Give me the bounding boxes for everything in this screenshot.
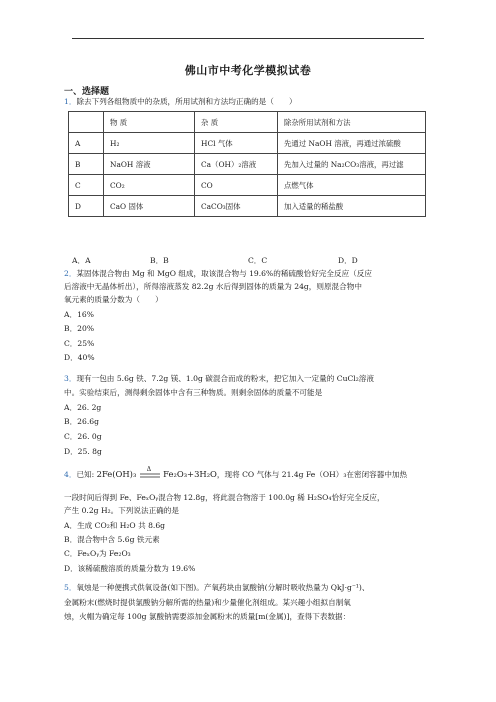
impurity-table xyxy=(68,111,426,217)
table-header-row xyxy=(69,112,426,133)
question-5-line xyxy=(64,582,432,594)
header-rule xyxy=(72,38,424,39)
option-d[interactable]: D．25. 8g xyxy=(64,447,102,456)
question-2-line: 后溶液中无晶体析出），所得溶液蒸发 82.2g 水后得到固体的质量为 24g，则原混合物中 xyxy=(64,282,362,291)
option-b[interactable]: B．20% xyxy=(64,324,95,333)
option-d[interactable]: D．该稀硫酸溶质的质量分数为 19.6% xyxy=(64,564,196,573)
question-4-line xyxy=(64,468,432,481)
question-number: 5． xyxy=(64,583,77,592)
question-number: 3． xyxy=(64,374,77,383)
question-text: 氧烛是一种便携式供氧设备(如下图)。产氧药块由氯酸钠(分解时吸收热量为 QkJ·g⁻¹)、 xyxy=(76,583,370,592)
reaction-arrow xyxy=(139,466,161,480)
table-cell: D xyxy=(69,196,104,217)
question-number: 4． xyxy=(64,470,77,479)
equals-arrow-icon xyxy=(139,472,161,480)
question-4-line: 产生 0.2g H₂。下列说法正确的是 xyxy=(64,506,179,515)
section-heading: 一、选择题 xyxy=(64,87,110,97)
table-header: 杂 质 xyxy=(195,112,278,133)
table-row xyxy=(69,196,426,217)
table-cell: H₂ xyxy=(104,133,195,154)
option-d[interactable]: D．D xyxy=(338,256,358,265)
option-a[interactable]: A．26. 2g xyxy=(64,403,102,412)
table-cell: CO xyxy=(195,175,278,196)
option-d[interactable]: D．40% xyxy=(64,353,95,362)
question-text: 某固体混合物由 Mg 和 MgO 组成，取该混合物与 19.6%的稀硫酸恰好完全反应（反应 xyxy=(76,269,372,278)
question-number: 2． xyxy=(64,269,77,278)
question-5-line: 烛，火帽为确定每 100g 氯酸钠需要添加金属粉末的质量[m(金属)]，查得下表数据： xyxy=(64,612,351,621)
question-4-line: 一段时间后得到 Fe、FeₓOᵧ混合物 12.8g，将此混合物溶于 100.0g 稀 H₂SO₄恰好完全反应， xyxy=(64,493,385,502)
option-b[interactable]: B．26.6g xyxy=(64,417,99,426)
table-cell: NaOH 溶液 xyxy=(104,154,195,175)
reaction-formula-right: Fe₂O₃+3H₂O xyxy=(163,469,217,479)
table-cell: 先加入过量的 Na₂CO₃溶液，再过滤 xyxy=(278,154,426,175)
question-text: ，现将 CO 气体与 21.4g Fe（OH）₃在密闭容器中加热 xyxy=(216,470,408,479)
option-c[interactable]: C．FeₓOᵧ为 Fe₂O₃ xyxy=(64,549,131,558)
option-b[interactable]: B．B xyxy=(150,256,169,265)
option-b[interactable]: B．混合物中含 5.6g 铁元素 xyxy=(64,535,160,544)
question-1 xyxy=(64,96,432,108)
table-header: 物 质 xyxy=(104,112,195,133)
question-prefix: 已知: xyxy=(76,470,95,479)
table-row xyxy=(69,133,426,154)
table-header xyxy=(69,112,104,133)
option-c[interactable]: C．26. 0g xyxy=(64,432,102,441)
question-text: 除去下列各组物质中的杂质，所用试剂和方法均正确的是（ ） xyxy=(76,97,297,106)
question-2-line xyxy=(64,268,432,280)
question-3-line xyxy=(64,373,432,385)
page-title: 佛山市中考化学模拟试卷 xyxy=(184,64,312,77)
question-text: 现有一包由 5.6g 铁、7.2g 镁、1.0g 碳混合而成的粉末，把它加入一定量的 CuCl₂溶液 xyxy=(76,374,374,383)
table-row xyxy=(69,175,426,196)
option-a[interactable]: A．16% xyxy=(64,310,94,319)
table-row xyxy=(69,154,426,175)
table-cell: 加入适量的稀盐酸 xyxy=(278,196,426,217)
table-cell: HCl 气体 xyxy=(195,133,278,154)
table-cell: B xyxy=(69,154,104,175)
table-cell: C xyxy=(69,175,104,196)
table-cell: CaCO₃固体 xyxy=(195,196,278,217)
option-a[interactable]: A．生成 CO₂和 H₂O 共 8.6g xyxy=(64,521,166,530)
question-number: 1． xyxy=(64,97,77,106)
table-cell: CO₂ xyxy=(104,175,195,196)
question-3-line: 中。实验结束后，测得剩余固体中含有三种物质。则剩余固体的质量不可能是 xyxy=(64,388,323,397)
option-a[interactable]: A．A xyxy=(72,256,91,265)
table-cell: CaO 固体 xyxy=(104,196,195,217)
question-2-line: 氧元素的质量分数为（ ） xyxy=(64,295,163,304)
table-cell: A xyxy=(69,133,104,154)
question-5-line: 金属粉末(燃烧时提供氯酸钠分解所需的热量)和少量催化剂组成。某兴趣小组拟自制氧 xyxy=(64,598,351,607)
delta-symbol: Δ xyxy=(146,466,152,473)
table-header: 除杂所用试剂和方法 xyxy=(278,112,426,133)
option-c[interactable]: C．25% xyxy=(64,339,95,348)
reaction-formula-left: 2Fe(OH)₃ xyxy=(96,469,137,479)
table-cell: 先通过 NaOH 溶液，再通过浓硫酸 xyxy=(278,133,426,154)
table-cell: Ca（OH）₂溶液 xyxy=(195,154,278,175)
option-c[interactable]: C．C xyxy=(248,256,268,265)
table-cell: 点燃气体 xyxy=(278,175,426,196)
